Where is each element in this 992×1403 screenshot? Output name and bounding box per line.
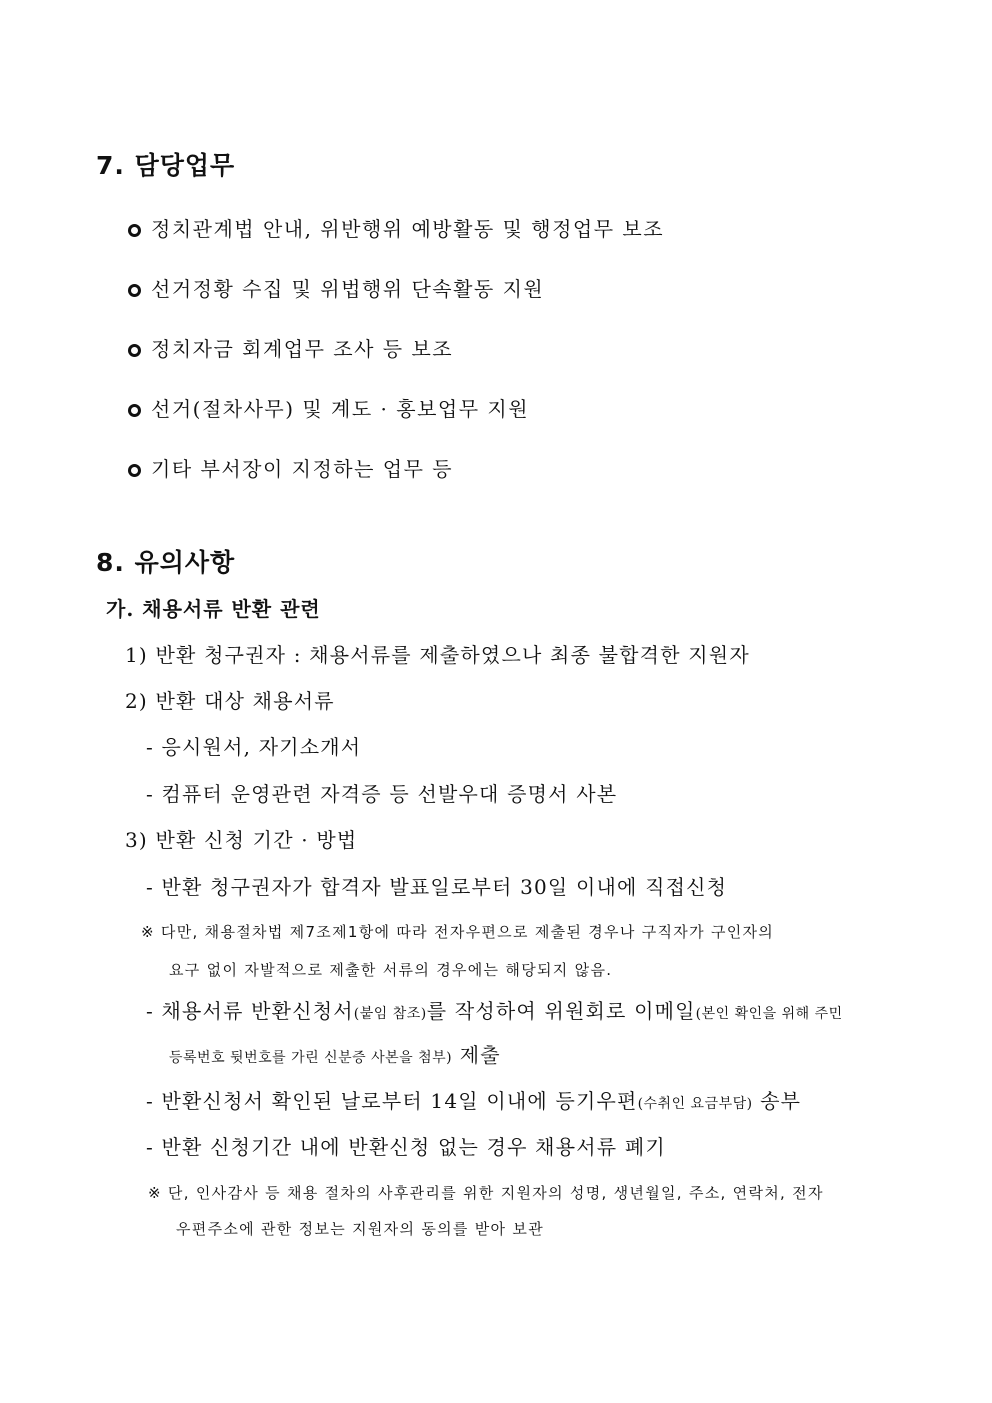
- circle-bullet-icon: [128, 224, 141, 237]
- duty-item-2: [128, 273, 544, 302]
- note-2-line-2: 우편주소에 관한 정보는 지원자의 동의를 받아 보관: [176, 1220, 545, 1238]
- duty-item-4: [128, 393, 529, 422]
- note-2-line-1: ※ 단, 인사감사 등 채용 절차의 사후관리를 위한 지원자의 성명, 생년월일, 주소, 연락처, 전자: [148, 1184, 824, 1202]
- return-method-bullet-1: - 반환 청구권자가 합격자 발표일로부터 30일 이내에 직접신청: [146, 875, 728, 899]
- return-method-bullet-4: - 반환 신청기간 내에 반환신청 없는 경우 채용서류 폐기: [146, 1135, 666, 1159]
- subsection-a-title: 가. 채용서류 반환 관련: [106, 597, 321, 621]
- section-8-title: 8. 유의사항: [96, 548, 236, 577]
- duty-item-text: 정치관계법 안내, 위반행위 예방활동 및 행정업무 보조: [151, 217, 665, 241]
- bullet-3-send: 송부: [752, 1089, 802, 1113]
- note-1-line-2: 요구 없이 자발적으로 제출한 서류의 경우에는 해당되지 않음.: [169, 961, 613, 979]
- return-method-bullet-3: [146, 1085, 801, 1114]
- duty-item-5: [128, 453, 453, 482]
- return-claimant-line: 1) 반환 청구권자 : 채용서류를 제출하였으나 최종 불합격한 지원자: [125, 643, 750, 667]
- return-method-bullet-2: [146, 995, 843, 1024]
- return-documents-title: 2) 반환 대상 채용서류: [125, 689, 335, 713]
- return-documents-bullet-1: - 응시원서, 자기소개서: [146, 735, 362, 759]
- bullet-2-id-note-cont: 등록번호 뒷번호를 가린 신분증 사본을 첨부): [169, 1050, 453, 1066]
- circle-bullet-icon: [128, 404, 141, 417]
- duty-item-3: [128, 333, 453, 362]
- duty-item-text: 기타 부서장이 지정하는 업무 등: [151, 457, 454, 481]
- note-1-line-1: ※ 다만, 채용절차법 제7조제1항에 따라 전자우편으로 제출된 경우나 구직자가 구인자의: [141, 923, 775, 941]
- duty-item-text: 선거(절차사무) 및 계도 · 홍보업무 지원: [151, 397, 530, 421]
- duty-item-1: [128, 213, 664, 242]
- bullet-2-submit: 제출: [452, 1043, 501, 1067]
- bullet-2-text: - 채용서류 반환신청서: [146, 999, 354, 1023]
- circle-bullet-icon: [128, 284, 141, 297]
- bullet-3-fee-note: (수취인 요금부담): [637, 1096, 753, 1112]
- circle-bullet-icon: [128, 344, 141, 357]
- bullet-2-text-cont: 를 작성하여 위원회로 이메일: [426, 999, 696, 1023]
- return-method-title: 3) 반환 신청 기간 · 방법: [125, 828, 358, 852]
- bullet-3-text: - 반환신청서 확인된 날로부터 14일 이내에 등기우편: [146, 1089, 638, 1113]
- bullet-2-attachment-note: (붙임 참조): [353, 1006, 427, 1022]
- circle-bullet-icon: [128, 464, 141, 477]
- bullet-2-id-note: (본인 확인을 위해 주민: [695, 1006, 843, 1022]
- section-7-title: 7. 담당업무: [96, 151, 236, 180]
- duty-item-text: 정치자금 회계업무 조사 등 보조: [151, 337, 454, 361]
- duty-item-text: 선거정황 수집 및 위법행위 단속활동 지원: [151, 277, 545, 301]
- return-documents-bullet-2: - 컴퓨터 운영관련 자격증 등 선발우대 증명서 사본: [146, 782, 618, 806]
- return-method-bullet-2-line-2: [169, 1039, 501, 1068]
